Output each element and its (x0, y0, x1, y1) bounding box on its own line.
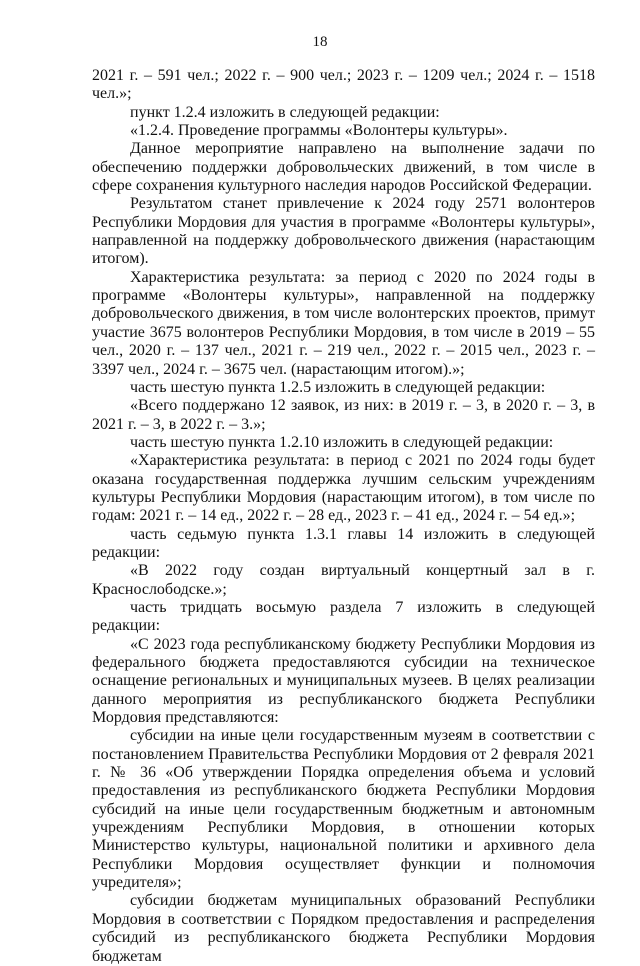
paragraph: Данное мероприятие направлено на выполнение задачи по обеспечению поддержки добровольческих движений, в том числе в сфере сохранения культурного наследия народов Российской Федерации. (92, 140, 595, 195)
paragraph: субсидии на иные цели государственным музеям в соответствии с постановлением Правительства Республики Мордовия от 2 февраля 2021 г. № 36 «Об утверждении Порядка определения объема и условий предоставления из республиканского бюджета Республики Мордовия субсидий на иные цели государственным бюджетным и автономным учреждениям Республики Мордовия, в отношении которых Министерство культуры, национальной политики и архивного дела Республики Мордовия осуществляет функции и полномочия учредителя»; (92, 727, 595, 892)
paragraph: часть седьмую пункта 1.3.1 главы 14 изложить в следующей редакции: (92, 525, 595, 561)
paragraph: «В 2022 году создан виртуальный концертный зал в г. Краснослободске.»; (92, 562, 595, 598)
paragraph: субсидии бюджетам муниципальных образований Республики Мордовия в соответствии с Порядком предоставления и распределения субсидий из республиканского бюджета Республики Мордовия бюджетам (92, 892, 595, 965)
paragraph: «1.2.4. Проведение программы «Волонтеры культуры». (130, 122, 508, 140)
paragraph: Характеристика результата: за период с 2020 по 2024 годы в программе «Волонтеры культуры», направленной на поддержку добровольческого движения, в том числе волонтерских проектов, примут участие 3675 волонтеров Республики Мордовия, в том числе в 2019 – 55 чел., 2020 г. – 137 чел., 2021 г. – 219 чел., 2022 г. – 2015 чел., 2023 г. – 3397 чел., 2024 г. – 3675 чел. (нарастающим итогом).»; (92, 268, 595, 378)
paragraph: пункт 1.2.4 изложить в следующей редакции: (130, 103, 440, 121)
paragraph: Результатом станет привлечение к 2024 году 2571 волонтеров Республики Мордовия для участия в программе «Волонтеры культуры», направленной на поддержку добровольческого движения (нарастающим итогом). (92, 195, 595, 268)
paragraph: часть шестую пункта 1.2.5 изложить в следующей редакции: (130, 378, 546, 396)
paragraph: часть тридцать восьмую раздела 7 изложить в следующей редакции: (92, 598, 595, 635)
page-number: 18 (312, 34, 328, 50)
paragraph: «Характеристика результата: в период с 2021 по 2024 годы будет оказана государственная поддержка лучшим сельским учреждениям культуры Республики Мордовия (нарастающим итогом), в том числе по годам: 2021 г. – 14 ед., 2022 г. – 28 ед., 2023 г. – 41 ед., 2024 г. – 54 ед.»; (92, 452, 595, 525)
paragraph: «Всего поддержано 12 заявок, из них: в 2019 г. – 3, в 2020 г. – 3, в 2021 г. – 3, в 2022 г. – 3.»; (92, 397, 595, 433)
paragraph: часть шестую пункта 1.2.10 изложить в следующей редакции: (130, 433, 554, 451)
paragraph: «С 2023 года республиканскому бюджету Республики Мордовия из федерального бюджета предоставляются субсидии на техническое оснащение региональных и муниципальных музеев. В целях реализации данного мероприятия из республиканского бюджета Республики Мордовия представляются: (92, 635, 595, 727)
paragraph: 2021 г. – 591 чел.; 2022 г. – 900 чел.; 2023 г. – 1209 чел.; 2024 г. – 1518 чел.»; (92, 67, 595, 103)
document-body (92, 67, 595, 966)
